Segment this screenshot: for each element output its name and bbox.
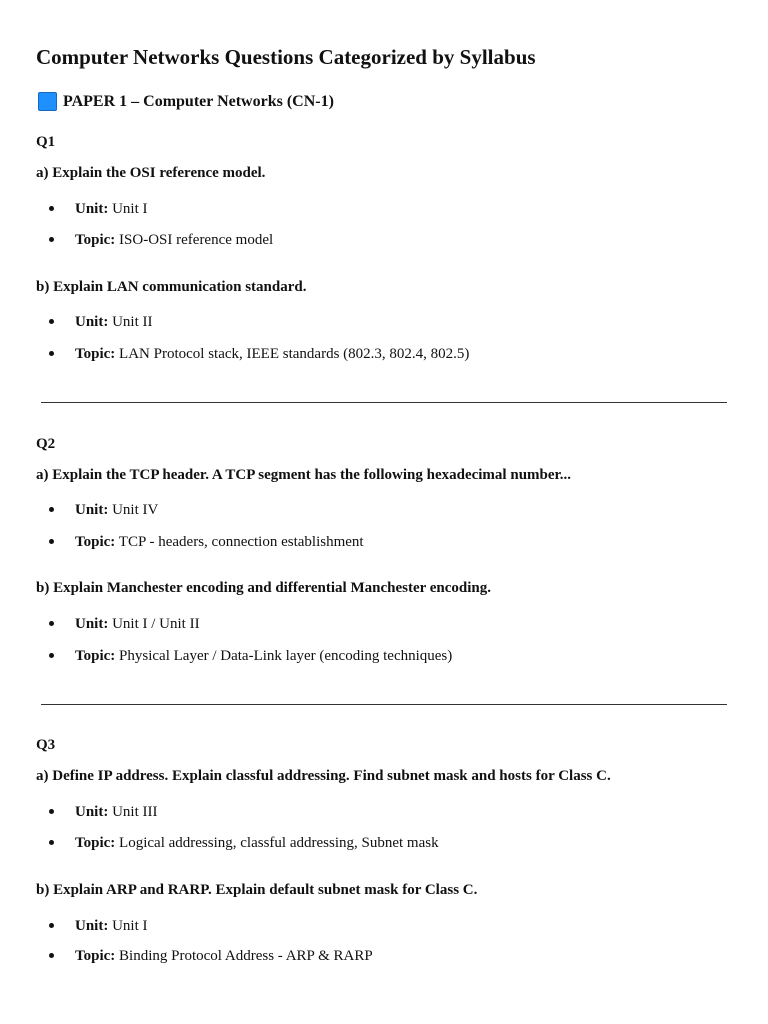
topic-bullet xyxy=(49,534,364,551)
topic-key: Topic: xyxy=(75,648,116,664)
topic-key: Topic: xyxy=(75,534,116,550)
unit-value: Unit III xyxy=(112,804,158,820)
question-label-q2: Q2 xyxy=(36,436,56,452)
topic-bullet xyxy=(49,232,273,249)
unit-key: Unit: xyxy=(75,314,109,330)
unit-bullet xyxy=(49,314,153,331)
unit-bullet xyxy=(49,502,158,519)
bullet-dot-icon xyxy=(49,804,75,821)
unit-bullet xyxy=(49,918,148,935)
unit-value: Unit I xyxy=(112,201,148,217)
page-title: Computer Networks Questions Categorized by Syllabus xyxy=(36,45,536,69)
topic-value: Binding Protocol Address - ARP & RARP xyxy=(119,948,373,964)
bullet-dot-icon xyxy=(49,616,75,633)
section-divider xyxy=(41,402,727,403)
bullet-dot-icon xyxy=(49,346,75,363)
topic-key: Topic: xyxy=(75,835,116,851)
unit-bullet xyxy=(49,201,148,218)
bullet-dot-icon xyxy=(49,232,75,249)
question-part-text: b) Explain ARP and RARP. Explain default subnet mask for Class C. xyxy=(36,882,478,898)
topic-bullet xyxy=(49,835,439,852)
unit-key: Unit: xyxy=(75,201,109,217)
topic-bullet xyxy=(49,346,469,363)
unit-value: Unit IV xyxy=(112,502,159,518)
topic-key: Topic: xyxy=(75,232,116,248)
topic-value: LAN Protocol stack, IEEE standards (802.3, 802.4, 802.5) xyxy=(119,346,470,362)
unit-key: Unit: xyxy=(75,804,109,820)
bullet-dot-icon xyxy=(49,502,75,519)
question-label-q1: Q1 xyxy=(36,134,56,150)
paper-heading-text: PAPER 1 – Computer Networks (CN-1) xyxy=(63,92,334,110)
unit-value: Unit II xyxy=(112,314,153,330)
unit-value: Unit I / Unit II xyxy=(112,616,200,632)
unit-key: Unit: xyxy=(75,918,109,934)
blue-square-icon xyxy=(38,92,57,111)
topic-bullet xyxy=(49,648,452,665)
bullet-dot-icon xyxy=(49,835,75,852)
bullet-dot-icon xyxy=(49,948,75,965)
bullet-dot-icon xyxy=(49,201,75,218)
unit-value: Unit I xyxy=(112,918,148,934)
bullet-dot-icon xyxy=(49,534,75,551)
topic-key: Topic: xyxy=(75,346,116,362)
question-part-text: a) Explain the OSI reference model. xyxy=(36,165,266,181)
unit-bullet xyxy=(49,616,200,633)
paper-heading xyxy=(38,92,334,111)
unit-key: Unit: xyxy=(75,616,109,632)
topic-bullet xyxy=(49,948,373,965)
bullet-dot-icon xyxy=(49,918,75,935)
topic-value: ISO-OSI reference model xyxy=(119,232,274,248)
question-part-text: a) Explain the TCP header. A TCP segment has the following hexadecimal number... xyxy=(36,467,572,483)
topic-value: Physical Layer / Data-Link layer (encoding techniques) xyxy=(119,648,453,664)
question-label-q3: Q3 xyxy=(36,737,56,753)
question-part-text: a) Define IP address. Explain classful addressing. Find subnet mask and hosts for Class C. xyxy=(36,768,611,784)
unit-key: Unit: xyxy=(75,502,109,518)
topic-value: Logical addressing, classful addressing, Subnet mask xyxy=(119,835,439,851)
bullet-dot-icon xyxy=(49,314,75,331)
bullet-dot-icon xyxy=(49,648,75,665)
section-divider xyxy=(41,704,727,705)
question-part-text: b) Explain Manchester encoding and differential Manchester encoding. xyxy=(36,580,492,596)
topic-key: Topic: xyxy=(75,948,116,964)
question-part-text: b) Explain LAN communication standard. xyxy=(36,279,307,295)
unit-bullet xyxy=(49,804,158,821)
topic-value: TCP - headers, connection establishment xyxy=(118,534,364,550)
